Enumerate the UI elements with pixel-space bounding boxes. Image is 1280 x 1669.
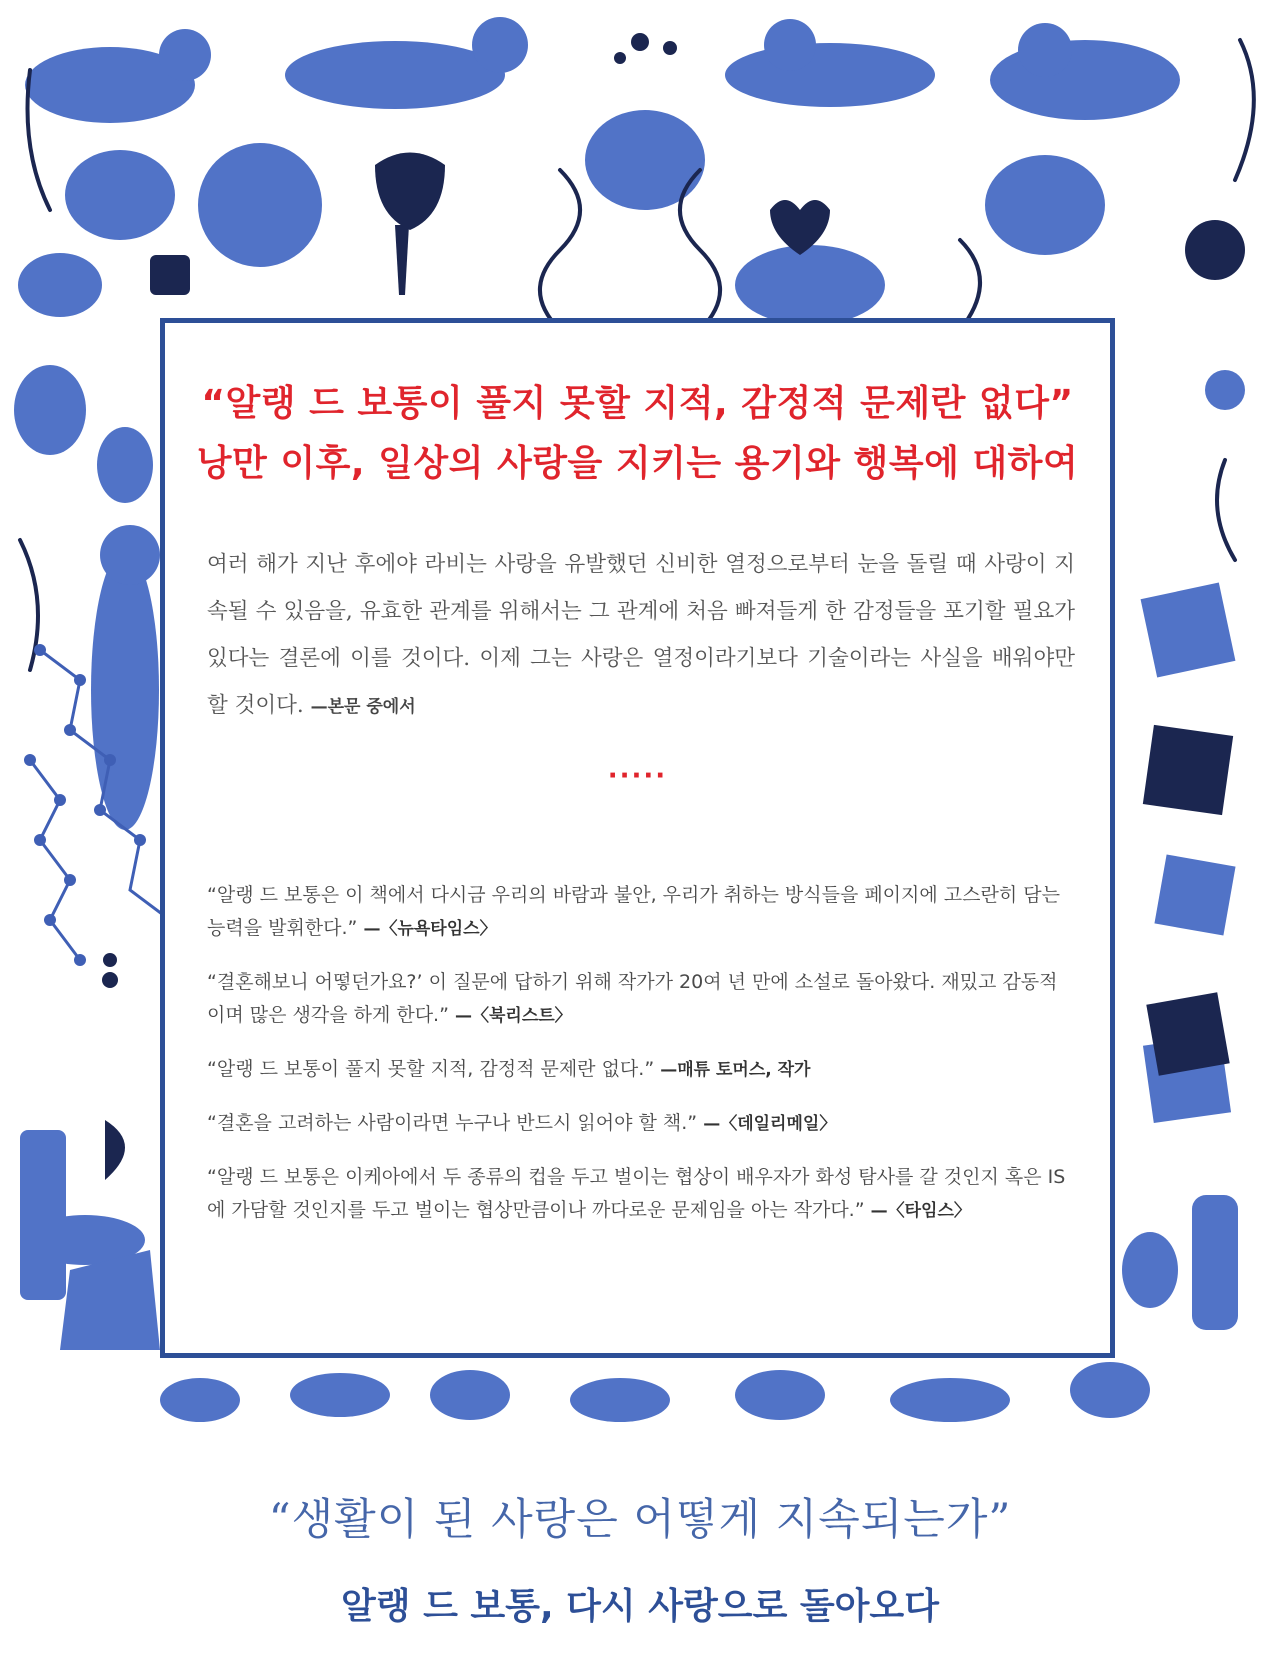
review-item bbox=[207, 1053, 1075, 1087]
headline-subtitle: 낭만 이후, 일상의 사랑을 지키는 용기와 행복에 대하여 bbox=[196, 443, 1079, 484]
section-divider: ····· bbox=[607, 761, 668, 791]
review-quote: “결혼해보니 어떻던가요?’ 이 질문에 답하기 위해 작가가 20여 년 만에 소설로 돌아왔다. 재밌고 감동적이며 많은 생각을 하게 한다.” bbox=[207, 971, 1058, 1026]
review-list bbox=[207, 879, 1075, 1248]
review-source: —〈타임스〉 bbox=[870, 1201, 971, 1221]
headline-quote: “알랭 드 보통이 풀지 못할 지적, 감정적 문제란 없다” bbox=[201, 383, 1074, 424]
excerpt-text: 여러 해가 지난 후에야 라비는 사랑을 유발했던 신비한 열정으로부터 눈을 돌릴 때 사랑이 지속될 수 있음을, 유효한 관계를 위해서는 그 관계에 처음 빠져들게 한 감정들을 포기할 필요가 있다는 결론에 이를 것이다. 이제 그는 사랑은 열정이라기보다 기술이라는 사실을 배워야만 할 것이다. bbox=[207, 552, 1075, 718]
review-quote: “알랭 드 보통이 풀지 못할 지적, 감정적 문제란 없다.” bbox=[207, 1058, 655, 1080]
review-source: —〈뉴욕타임스〉 bbox=[363, 919, 497, 939]
review-quote: “알랭 드 보통은 이케아에서 두 종류의 컵을 두고 벌이는 협상이 배우자가 화성 탐사를 갈 것인지 혹은 IS에 가담할 것인지를 두고 벌이는 협상만큼이나 까다로운 문제임을 아는 작가다.” bbox=[207, 1166, 1066, 1221]
review-item bbox=[207, 1107, 1075, 1141]
review-source: —〈북리스트〉 bbox=[454, 1006, 572, 1026]
review-item bbox=[207, 1161, 1075, 1228]
tagline: “생활이 된 사랑은 어떻게 지속되는가” bbox=[268, 1495, 1012, 1545]
excerpt-source: —본문 중에서 bbox=[310, 697, 416, 717]
review-item bbox=[207, 966, 1075, 1033]
book-subtitle: 알랭 드 보통, 다시 사랑으로 돌아오다 bbox=[341, 1586, 939, 1627]
review-source: —매튜 토머스, 작가 bbox=[660, 1060, 811, 1080]
quote-panel bbox=[160, 318, 1115, 1358]
review-source: —〈데일리메일〉 bbox=[703, 1114, 837, 1134]
review-quote: “알랭 드 보통은 이 책에서 다시금 우리의 바람과 불안, 우리가 취하는 방식들을 페이지에 고스란히 담는 능력을 발휘한다.” bbox=[207, 884, 1060, 939]
review-quote: “결혼을 고려하는 사람이라면 누구나 반드시 읽어야 할 책.” bbox=[207, 1112, 698, 1134]
review-item bbox=[207, 879, 1075, 946]
book-excerpt bbox=[207, 541, 1075, 731]
